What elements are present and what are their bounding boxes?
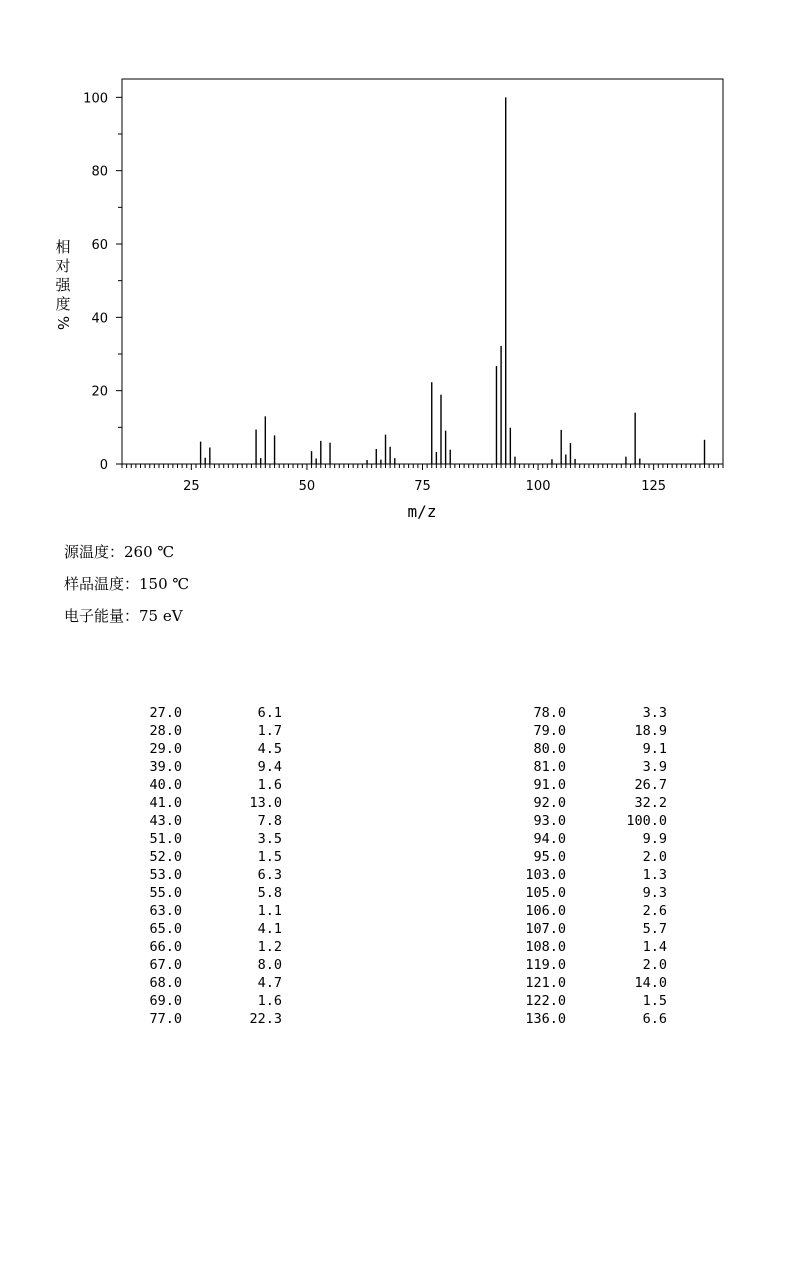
peak-intensity: 100.0: [626, 813, 667, 829]
peak-intensity: 3.9: [642, 759, 667, 775]
peak-row: [0, 866, 794, 884]
condition-source-temp: [64, 541, 174, 562]
peak-intensity: 5.8: [257, 885, 282, 901]
peak-row: [0, 812, 794, 830]
peak-mz: 91.0: [533, 777, 566, 793]
peak-mz: 55.0: [149, 885, 182, 901]
peak-mz: 79.0: [533, 723, 566, 739]
x-axis: [122, 464, 723, 494]
peak-mz: 80.0: [533, 741, 566, 757]
peak-intensity: 2.0: [642, 849, 667, 865]
peak-mz: 78.0: [533, 705, 566, 721]
peak-table-right: [0, 704, 794, 1028]
peak-intensity: 1.5: [257, 849, 282, 865]
peak-mz: 94.0: [533, 831, 566, 847]
peak-mz: 108.0: [525, 939, 566, 955]
y-tick-label: 100: [83, 91, 108, 107]
peak-intensity: 32.2: [634, 795, 667, 811]
peak-mz: 52.0: [149, 849, 182, 865]
peak-mz: 136.0: [525, 1011, 566, 1027]
condition-label: 电子能量：: [64, 607, 140, 625]
peak-mz: 63.0: [149, 903, 182, 919]
peak-intensity: 3.3: [642, 705, 667, 721]
peak-mz: 27.0: [149, 705, 182, 721]
peak-intensity: 1.6: [257, 993, 282, 1009]
peak-intensity: 1.1: [257, 903, 282, 919]
peak-intensity: 14.0: [634, 975, 667, 991]
peak-mz: 106.0: [525, 903, 566, 919]
peak-mz: 66.0: [149, 939, 182, 955]
peak-mz: 95.0: [533, 849, 566, 865]
peak-row: [0, 956, 794, 974]
condition-label: 样品温度：: [64, 575, 140, 593]
peak-row: [0, 722, 794, 740]
peak-row: [0, 920, 794, 938]
peak-intensity: 13.0: [249, 795, 282, 811]
peak-mz: 103.0: [525, 867, 566, 883]
peak-mz: 121.0: [525, 975, 566, 991]
peak-intensity: 1.7: [257, 723, 282, 739]
peak-row: [0, 758, 794, 776]
peak-row: [0, 830, 794, 848]
peak-row: [0, 776, 794, 794]
peak-row: [0, 1010, 794, 1028]
plot-frame: [122, 79, 723, 464]
condition-electron-energy: [64, 605, 183, 626]
condition-value: 75 eV: [139, 607, 183, 625]
y-tick-label: 60: [91, 238, 108, 253]
peak-intensity: 26.7: [634, 777, 667, 793]
y-axis: [83, 91, 122, 473]
y-axis-label-char: 强: [55, 276, 71, 294]
mass-spectrum-chart: [0, 0, 794, 530]
x-tick-label: 25: [183, 479, 200, 494]
peak-mz: 77.0: [149, 1011, 182, 1027]
peak-mz: 122.0: [525, 993, 566, 1009]
peak-row: [0, 740, 794, 758]
peak-intensity: 6.1: [257, 705, 282, 721]
peak-mz: 39.0: [149, 759, 182, 775]
x-tick-label: 100: [525, 479, 551, 494]
peak-mz: 119.0: [525, 957, 566, 973]
x-tick-label: 125: [641, 479, 667, 494]
peak-intensity: 1.5: [642, 993, 667, 1009]
y-axis-label-char: 相: [55, 238, 71, 256]
spectrum-peaks: [201, 97, 705, 464]
peak-row: [0, 902, 794, 920]
peak-intensity: 9.1: [642, 741, 667, 757]
y-tick-label: 0: [99, 458, 108, 473]
peak-intensity: 7.8: [257, 813, 282, 829]
peak-intensity: 18.9: [634, 723, 667, 739]
peak-intensity: 4.5: [257, 741, 282, 757]
peak-intensity: 22.3: [249, 1011, 282, 1027]
y-axis-label-char: 度: [55, 295, 71, 313]
y-axis-label-char: %: [54, 315, 72, 331]
peak-row: [0, 848, 794, 866]
y-tick-label: 20: [91, 384, 108, 400]
peak-mz: 107.0: [525, 921, 566, 937]
condition-value: 260 ℃: [124, 543, 175, 561]
x-tick-label: 75: [414, 479, 431, 494]
peak-intensity: 9.9: [642, 831, 667, 847]
peak-intensity: 1.2: [257, 939, 282, 955]
peak-intensity: 6.3: [257, 867, 282, 883]
peak-intensity: 1.4: [642, 939, 667, 955]
peak-mz: 41.0: [149, 795, 182, 811]
peak-row: [0, 794, 794, 812]
condition-value: 150 ℃: [139, 575, 190, 593]
peak-row: [0, 704, 794, 722]
x-tick-label: 50: [298, 479, 316, 494]
peak-mz: 67.0: [149, 957, 182, 973]
peak-mz: 65.0: [149, 921, 182, 937]
peak-mz: 69.0: [149, 993, 182, 1009]
peak-mz: 29.0: [149, 741, 182, 757]
peak-row: [0, 974, 794, 992]
peak-intensity: 5.7: [642, 921, 667, 937]
peak-mz: 43.0: [149, 813, 182, 829]
peak-row: [0, 938, 794, 956]
peak-mz: 68.0: [149, 975, 182, 991]
y-tick-label: 40: [91, 311, 108, 327]
peak-intensity: 4.7: [257, 975, 282, 991]
peak-mz: 40.0: [149, 777, 182, 793]
peak-intensity: 9.4: [257, 759, 282, 775]
peak-mz: 92.0: [533, 795, 566, 811]
peak-row: [0, 884, 794, 902]
peak-mz: 93.0: [533, 813, 566, 829]
peak-mz: 28.0: [149, 723, 182, 739]
condition-label: 源温度：: [64, 543, 125, 561]
peak-mz: 105.0: [525, 885, 566, 901]
peak-mz: 51.0: [149, 831, 182, 847]
condition-sample-temp: [64, 573, 189, 594]
y-tick-label: 80: [91, 164, 108, 180]
y-axis-label-char: 对: [55, 257, 71, 275]
peak-intensity: 8.0: [257, 957, 282, 973]
peak-mz: 53.0: [149, 867, 182, 883]
peak-intensity: 1.6: [257, 777, 282, 793]
peak-intensity: 1.3: [642, 867, 667, 883]
peak-intensity: 2.0: [642, 957, 667, 973]
peak-intensity: 2.6: [642, 903, 667, 919]
peak-intensity: 6.6: [642, 1011, 667, 1027]
peak-intensity: 4.1: [257, 921, 282, 937]
x-axis-label: m/z: [407, 502, 437, 521]
peak-mz: 81.0: [533, 759, 566, 775]
peak-intensity: 9.3: [642, 885, 667, 901]
peak-intensity: 3.5: [257, 831, 282, 847]
peak-row: [0, 992, 794, 1010]
